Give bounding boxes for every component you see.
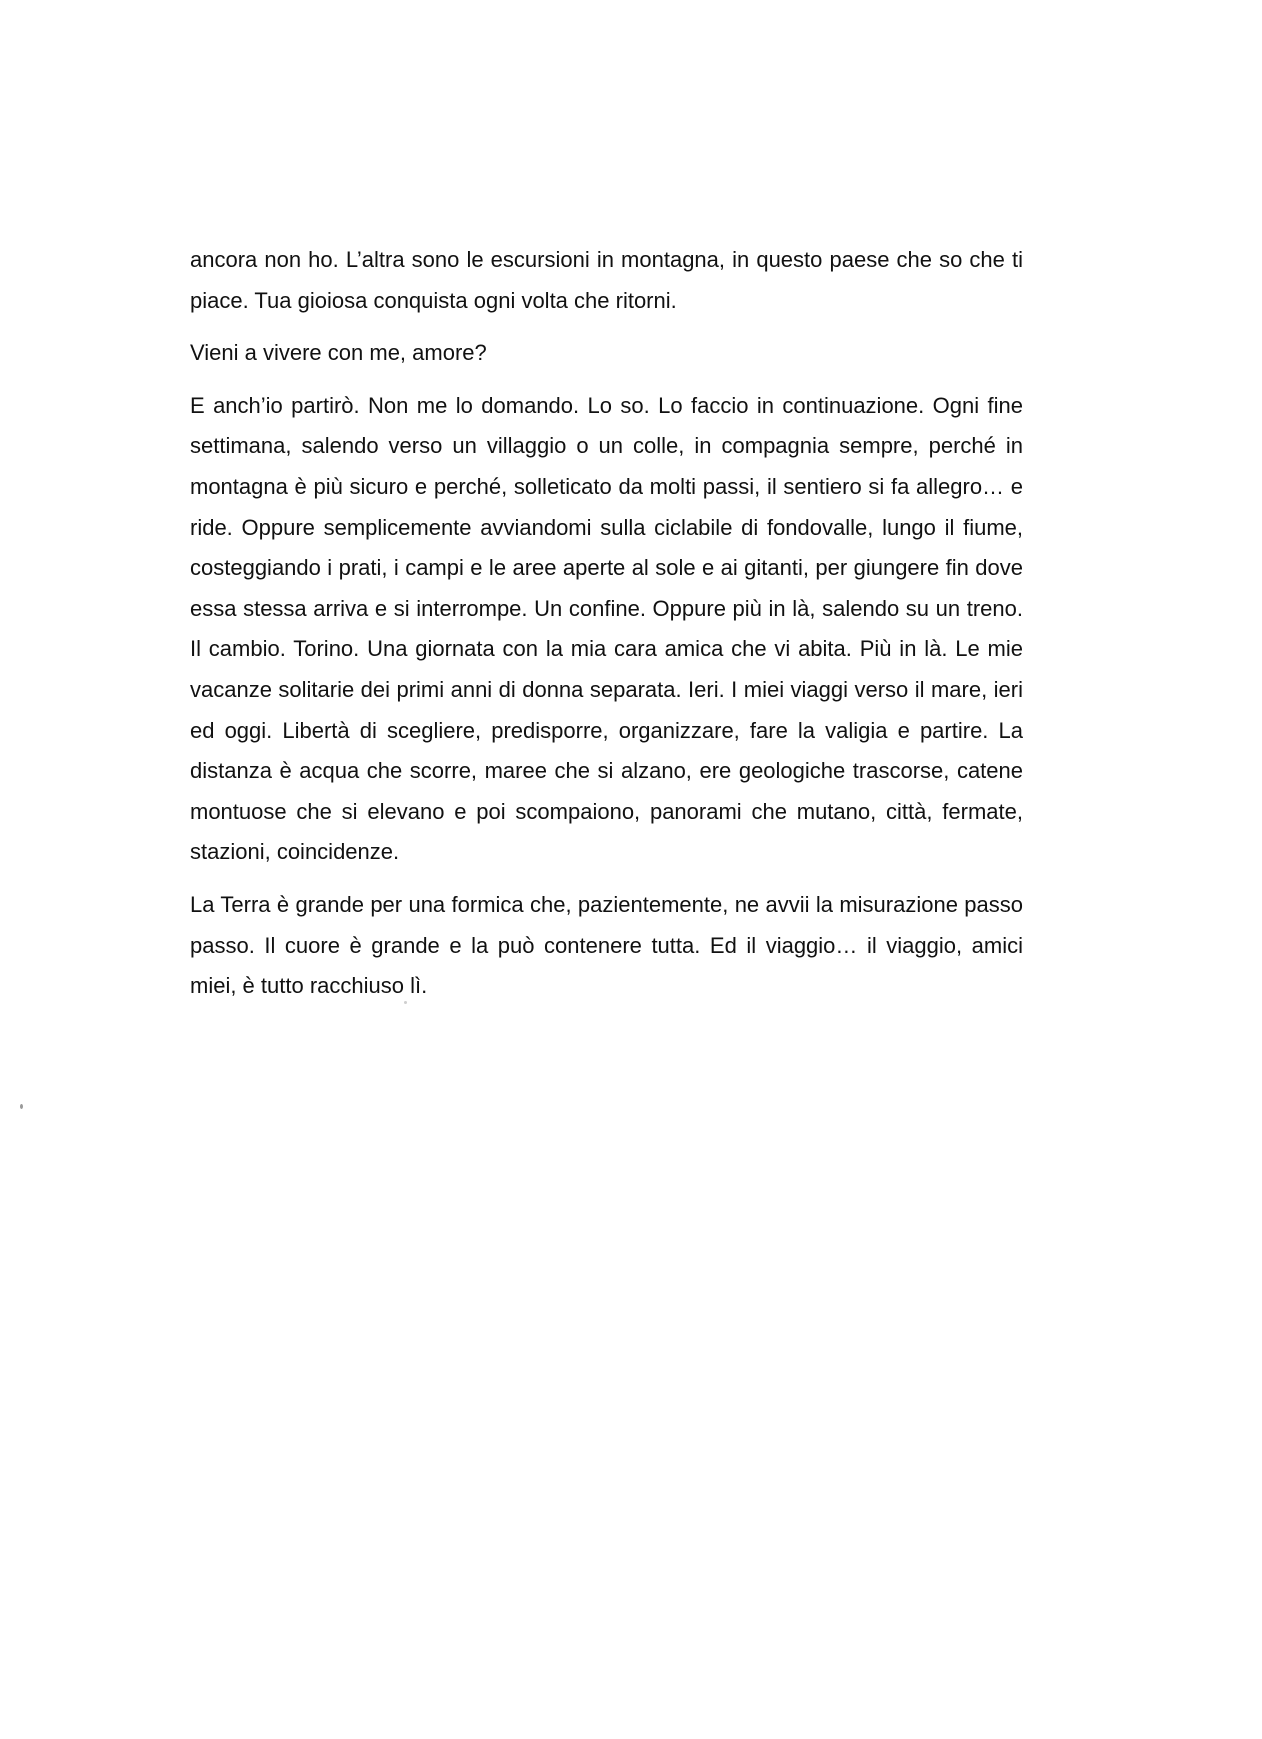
paragraph-1: ancora non ho. L’altra sono le escursioni in montagna, in questo paese che so che ti piace. Tua gioiosa conquista ogni volta che ritorni.: [190, 247, 1023, 313]
scan-speck: [20, 1104, 23, 1109]
scan-speck: [404, 1001, 407, 1004]
paragraph-3: E anch’io partirò. Non me lo domando. Lo so. Lo faccio in continuazione. Ogni fine settimana, salendo verso un villaggio o un colle, in compagnia sempre, perché in montagna è più sicuro e perché, solleticato da molti passi, il sentiero si fa allegro… e ride. Oppure semplicemente avviandomi sulla ciclabile di fondovalle, lungo il fiume, costeggiando i prati, i campi e le aree aperte al sole e ai gitanti, per giungere fin dove essa stessa arriva e si interrompe. Un confine. Oppure più in là, salendo su un treno. Il cambio. Torino. Una giornata con la mia cara amica che vi abita. Più in là. Le mie vacanze solitarie dei primi anni di donna separata. Ieri. I miei viaggi verso il mare, ieri ed oggi. Libertà di scegliere, predisporre, organizzare, fare la valigia e partire. La distanza è acqua che scorre, maree che si alzano, ere geologiche trascorse, catene montuose che si elevano e poi scompaiono, panorami che mutano, città, fermate, stazioni, coincidenze.: [190, 392, 1023, 865]
body-text: [190, 240, 1023, 1019]
paragraph-4: La Terra è grande per una formica che, pazientemente, ne avvii la misurazione passo passo. Il cuore è grande e la può contenere tutta. Ed il viaggio… il viaggio, amici miei, è tutto racchiuso lì.: [190, 891, 1023, 999]
paragraph-2: Vieni a vivere con me, amore?: [190, 340, 487, 366]
